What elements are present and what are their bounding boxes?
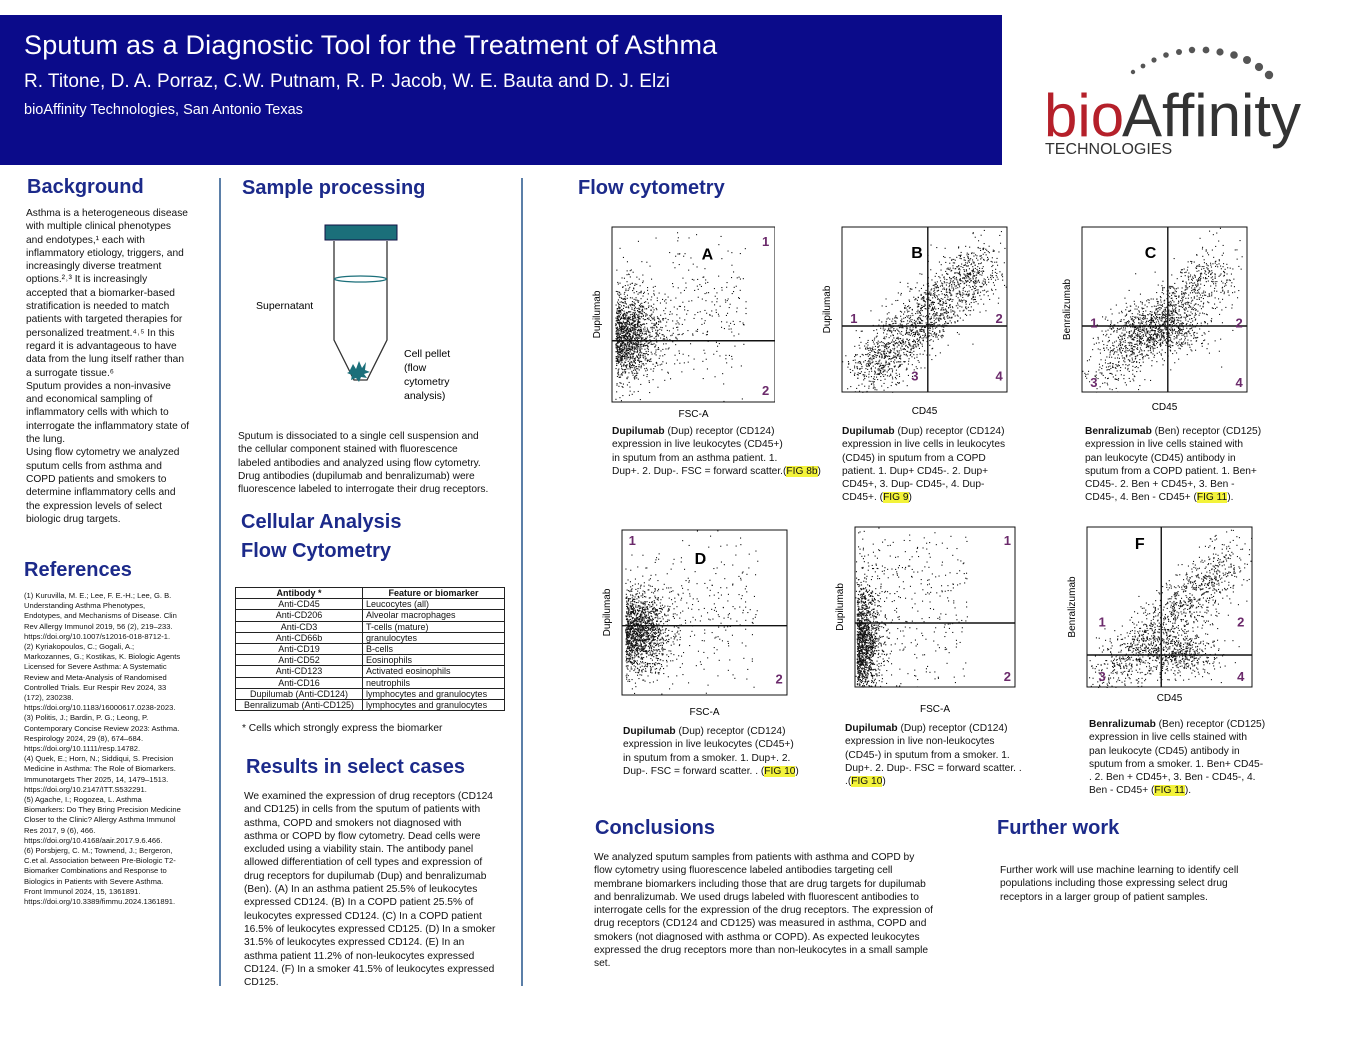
caption-line: Ben - CD45+ (FIG 11). xyxy=(1089,785,1192,797)
quadrant-label: 2 xyxy=(775,671,783,687)
scatter-plot-6 xyxy=(1065,525,1260,720)
text-line: options.²˒³ It is increasingly xyxy=(26,274,148,286)
reference-line: Closer to the Clinic? Allergy Asthma Immunol xyxy=(24,815,176,825)
table-footnote: * Cells which strongly express the biomarker xyxy=(242,723,443,734)
text-line: biologic drug targets. xyxy=(26,513,121,525)
text-line: We analyzed sputum samples from patients with asthma and COPD by xyxy=(594,852,915,863)
text-line: asthma, COPD and smokers not diagnosed with xyxy=(244,817,462,829)
caption-line xyxy=(612,452,817,465)
caption-bold: Dupilumab xyxy=(842,426,895,437)
scatter-plot-5 xyxy=(822,525,1017,720)
figure-reference: FIG 10 xyxy=(851,776,883,788)
results-text xyxy=(244,790,524,989)
feature-cell: Leucocytes (all) xyxy=(363,599,505,610)
svg-text:cytometry: cytometry xyxy=(404,376,450,388)
quadrant-label: 1 xyxy=(761,234,770,249)
reference-line: (1) Kuruvilla, M. E.; Lee, F. E.-H.; Lee, G. B. xyxy=(24,591,172,600)
text-line: Using flow cytometry we analyzed xyxy=(26,447,180,459)
caption-line xyxy=(1089,745,1294,758)
caption-text: CD45+, 3. Dup- CD45-, 4. Dup- xyxy=(842,479,985,491)
conclusions-text xyxy=(594,851,974,971)
text-line: flow cytometry using fluorescence labeled antibodies targeting cell xyxy=(594,865,893,877)
quadrant-label: 3 xyxy=(1098,668,1106,684)
figure-reference: FIG 11 xyxy=(1154,785,1185,797)
plot-caption xyxy=(623,725,828,778)
text-line: smokers (not diagnosed with asthma or COPD). As expected leukocytes xyxy=(594,931,920,943)
table-row xyxy=(236,655,505,666)
references-heading: References xyxy=(24,559,132,581)
text-line: inflammatory cells with which to xyxy=(26,407,169,419)
caption-line: CD45-, 4. Ben - CD45+ (FIG 11). xyxy=(1085,492,1234,504)
antibody-cell: Anti-CD52 xyxy=(236,655,363,666)
caption-text: (CD45-) in sputum from a smoker. 1. xyxy=(845,749,1010,761)
quadrant-label: 1 xyxy=(628,532,636,548)
panel-letter: D xyxy=(694,551,707,569)
x-axis-label: CD45 xyxy=(1151,402,1178,413)
further-work-heading: Further work xyxy=(997,817,1120,839)
cell-pellet xyxy=(347,361,370,382)
text-line: interrogate the inflammatory state of xyxy=(26,420,190,432)
antibody-cell: Anti-CD206 xyxy=(236,610,363,621)
y-axis-label: Dupilumab xyxy=(835,583,846,631)
scatter-points xyxy=(1089,530,1252,688)
caption-bold: Dupilumab xyxy=(845,723,898,734)
scatter-points xyxy=(855,528,968,688)
caption-bold: Dupilumab xyxy=(612,426,665,437)
svg-text:Affinity: Affinity xyxy=(1122,82,1301,149)
reference-line: https://doi.org/10.1111/resp.14782. xyxy=(24,744,141,754)
reference-line: Res 2017, 9 (6), 466. xyxy=(24,825,96,835)
x-axis-label: FSC-A xyxy=(678,409,709,420)
reference-line: https://doi.org/10.4168/aair.2017.9.6.466. xyxy=(24,835,163,845)
caption-line xyxy=(1089,731,1294,744)
caption-text: patient. 1. Dup+ CD45-. 2. Dup+ xyxy=(842,465,989,477)
plot-caption xyxy=(612,425,821,478)
feature-cell: neutrophils xyxy=(363,677,505,688)
text-line: set. xyxy=(594,958,611,970)
caption-line xyxy=(845,762,1050,775)
poster-title: Sputum as a Diagnostic Tool for the Treatment of Asthma xyxy=(24,30,718,60)
text-line: receptors in a larger group of patient samples. xyxy=(1000,891,1208,903)
text-line: a surrogate tissue.⁶ xyxy=(26,367,115,379)
reference-line: Contemporary Concise Review 2023: Asthma. xyxy=(24,723,180,733)
plot-frame xyxy=(1087,527,1252,687)
caption-text: (CD45) in sputum from a COPD xyxy=(842,452,986,464)
plot-frame xyxy=(855,527,1015,687)
text-line: allowed differentiation of cell types and expression of xyxy=(244,857,483,869)
text-line: regard it is advantageous to have xyxy=(26,340,177,352)
caption-text: (Dup) receptor (CD124) xyxy=(664,426,775,437)
x-axis-label: FSC-A xyxy=(689,707,720,718)
scatter-points xyxy=(842,230,1007,393)
antibody-cell: Anti-CD123 xyxy=(236,666,363,677)
svg-text:analysis): analysis) xyxy=(404,390,446,402)
text-line: and economical sampling of xyxy=(26,394,153,406)
text-line: and endotypes,¹ each with xyxy=(26,234,145,246)
figure-reference: FIG 10 xyxy=(764,765,796,777)
table-row xyxy=(236,632,505,643)
centrifuge-tube-diagram xyxy=(245,222,475,402)
quadrant-label: 3 xyxy=(911,368,919,384)
text-line: excluded using a viability stain. The antibody panel xyxy=(244,844,474,856)
quadrant-label: 2 xyxy=(1235,315,1243,331)
caption-text: expression in live leukocytes (CD45+) xyxy=(623,739,794,751)
quadrant-label: 3 xyxy=(1090,375,1098,391)
caption-line xyxy=(1089,718,1294,731)
text-line: the cellular component stained with fluorescence xyxy=(238,444,458,456)
plot-caption xyxy=(1085,425,1290,505)
poster-authors: R. Titone, D. A. Porraz, C.W. Putnam, R. P. Jacob, W. E. Bauta and D. J. Elzi xyxy=(24,71,670,92)
y-axis-label: Benralizumab xyxy=(1062,278,1073,341)
caption-line xyxy=(612,425,817,438)
reference-line: Markozannes, G.; Kostikas, K. Biologic Agents xyxy=(24,652,181,662)
text-line: asthma or COPD by flow cytometry. Dead cells were xyxy=(244,830,481,842)
reference-line: Endotypes, and Mechanisms of Disease. Clin xyxy=(24,611,177,621)
caption-text: expression in live cells stained with xyxy=(1085,439,1243,451)
panel-letter: F xyxy=(1134,536,1145,553)
caption-line: Dup-. FSC = forward scatter. . (FIG 10) xyxy=(623,765,799,777)
caption-line xyxy=(842,452,1047,465)
text-line: COPD patients and smokers to xyxy=(26,473,167,485)
caption-text: (Ben) receptor (CD125) xyxy=(1151,426,1262,437)
reference-line: https://doi.org/10.3389/fimmu.2024.1361891. xyxy=(24,897,176,907)
scatter-plot-4 xyxy=(595,525,790,720)
reference-line: (172), 230238. xyxy=(24,693,74,703)
reference-line: Biologics in Patients with Severe Asthma. xyxy=(24,876,164,886)
column-divider xyxy=(219,178,221,986)
caption-line: .(FIG 10) xyxy=(845,776,886,788)
text-line: personalized treatment.⁴˒⁵ In this xyxy=(26,327,175,339)
text-line: accepted that a biomarker-based xyxy=(26,287,175,299)
quadrant-label: 1 xyxy=(1098,614,1106,630)
caption-line xyxy=(1085,425,1290,438)
figure-reference: FIG 11 xyxy=(1196,492,1228,504)
y-axis-label: Dupilumab xyxy=(822,285,833,334)
quadrant-label: 2 xyxy=(761,382,770,398)
supernatant-label: Supernatant xyxy=(256,300,314,312)
table-row xyxy=(236,610,505,621)
caption-text: (Dup) receptor (CD124) xyxy=(897,723,1008,734)
table-header: Feature or biomarker xyxy=(363,588,505,599)
caption-line xyxy=(1089,758,1294,771)
plot-caption xyxy=(842,425,1047,505)
sample-processing-heading: Sample processing xyxy=(242,177,426,199)
flow-cytometry-subheading: Flow Cytometry xyxy=(241,540,392,562)
caption-line xyxy=(1085,465,1290,478)
text-line: determine inflammatory cells and xyxy=(26,487,176,499)
quadrant-label: 4 xyxy=(1235,375,1243,391)
table-row xyxy=(236,677,505,688)
reference-line: Understanding Asthma Phenotypes, xyxy=(24,601,146,611)
text-line: interrogate cells for the expression of the drug receptors. The expression of xyxy=(594,905,934,917)
sample-processing-text xyxy=(238,430,518,496)
text-line: (Ben). (A) In an asthma patient 25.5% of leukocytes xyxy=(244,884,478,896)
caption-line xyxy=(842,425,1047,438)
caption-line xyxy=(842,465,1047,478)
flow-cytometry-heading: Flow cytometry xyxy=(578,177,725,199)
x-axis-label: FSC-A xyxy=(920,704,950,715)
caption-line xyxy=(612,438,817,451)
figure-reference: FIG 9 xyxy=(883,492,909,504)
caption-line xyxy=(845,749,1050,762)
reference-line: Medicine in Asthma: The Role of Biomarkers. xyxy=(24,764,176,774)
antibody-cell: Anti-CD16 xyxy=(236,677,363,688)
caption-text: pan leukocyte (CD45) antibody in xyxy=(1089,745,1240,757)
svg-text:Cell pellet: Cell pellet xyxy=(404,348,451,360)
quadrant-label: 1 xyxy=(1003,532,1012,548)
feature-cell: Alveolar macrophages xyxy=(363,610,505,621)
caption-line xyxy=(623,752,828,765)
feature-cell: Activated eosinophils xyxy=(363,666,505,677)
caption-line xyxy=(842,478,1047,491)
text-line: the expression levels of select xyxy=(26,500,162,512)
caption-text: (Dup) receptor (CD124) xyxy=(894,426,1005,437)
caption-line xyxy=(1085,438,1290,451)
text-line: stratification is needed to match xyxy=(26,301,170,313)
table-row xyxy=(236,700,505,711)
text-line: Further work will use machine learning to identify cell xyxy=(1000,865,1239,876)
tube-outline xyxy=(334,241,387,380)
y-axis-label: Dupilumab xyxy=(602,588,613,637)
reference-line: Respirology 2024, 29 (8), 674–684. xyxy=(24,733,144,743)
antibody-table xyxy=(235,587,505,711)
background-heading: Background xyxy=(27,176,144,198)
liquid-surface xyxy=(335,276,387,282)
scatter-plot-2 xyxy=(815,222,1015,422)
text-line: CD125. xyxy=(244,977,279,989)
caption-text: sputum from a smoker. 1. Ben+ CD45- xyxy=(1089,758,1264,770)
feature-cell: granulocytes xyxy=(363,632,505,643)
caption-text: CD45-. 2. Ben + CD45+, 3. Ben - xyxy=(1085,479,1235,491)
figure-reference: FIG 8b xyxy=(786,465,818,477)
caption-text: expression in live cells in leukocytes xyxy=(842,439,1006,451)
scatter-plot-3 xyxy=(1055,222,1255,422)
caption-bold: Benralizumab xyxy=(1085,426,1152,437)
plot-caption xyxy=(1089,718,1294,798)
antibody-cell: Anti-CD3 xyxy=(236,621,363,632)
text-line: Asthma is a heterogeneous disease xyxy=(26,208,188,219)
feature-cell: B-cells xyxy=(363,644,505,655)
caption-text: CD45+. xyxy=(842,492,880,504)
text-line: Sputum is dissociated to a single cell suspension and xyxy=(238,431,479,442)
text-line: CD124. (F) In a smoker 41.5% of leukocytes expressed xyxy=(244,963,495,975)
feature-cell: T-cells (mature) xyxy=(363,621,505,632)
caption-line xyxy=(623,725,828,738)
reference-line: https://doi.org/10.2147/ITT.S532291. xyxy=(24,784,147,794)
caption-line xyxy=(845,722,1050,735)
antibody-cell: Anti-CD19 xyxy=(236,644,363,655)
text-line: drug receptors (CD124 and CD125) was measured in asthma, COPD and xyxy=(594,918,927,930)
conclusions-heading: Conclusions xyxy=(595,817,716,839)
caption-text: pan leukocyte (CD45) antibody in xyxy=(1085,452,1236,464)
caption-line: Dup+. 2. Dup-. FSC = forward scatter.(FIG 8b) xyxy=(612,465,821,477)
text-line: 31.5% of leukocytes expressed CD124. (E) In an xyxy=(244,937,465,949)
quadrant-label: 2 xyxy=(995,310,1003,326)
reference-line: Immunotargets Ther 2025, 14, 1479–1513. xyxy=(24,774,169,784)
caption-text: sputum from a COPD patient. 1. Ben+ xyxy=(1085,465,1257,477)
caption-line xyxy=(842,438,1047,451)
text-line: with multiple clinical phenotypes xyxy=(26,221,171,233)
caption-text: . xyxy=(845,776,848,788)
svg-text:bio: bio xyxy=(1044,82,1125,149)
table-row xyxy=(236,621,505,632)
reference-line: (4) Quek, E.; Horn, N.; Siddiqui, S. Precision xyxy=(24,754,174,764)
panel-letter: B xyxy=(911,244,923,262)
text-line: drug receptors for dupilumab (Dup) and benralizumab xyxy=(244,870,487,882)
poster-affiliation: bioAffinity Technologies, San Antonio Texas xyxy=(24,102,303,118)
reference-line: (6) Porsbjerg, C. M.; Townend, J.; Bergeron, xyxy=(24,846,173,856)
quadrant-label: 4 xyxy=(995,368,1003,384)
caption-text: expression in live non-leukocytes xyxy=(845,736,995,748)
references-list xyxy=(24,591,219,907)
table-row xyxy=(236,666,505,677)
reference-line: Biomarker Combinations and Response to xyxy=(24,866,167,876)
text-line: 16.5% of leukocytes expressed CD125. (D) In a smoker xyxy=(244,923,496,935)
bioaffinity-logo xyxy=(1040,40,1320,160)
quadrant-label: 4 xyxy=(1237,668,1245,684)
caption-text: Dup+. 2. Dup-. FSC = forward scatter. xyxy=(612,465,783,477)
cellular-analysis-heading: Cellular Analysis xyxy=(241,511,402,533)
caption-text: Dup+. 2. Dup-. FSC = forward scatter. . xyxy=(845,762,1022,774)
caption-bold: Dupilumab xyxy=(623,726,676,737)
caption-line xyxy=(623,738,828,751)
text-line: Sputum provides a non-invasive xyxy=(26,380,171,392)
panel-letter: A xyxy=(701,246,714,264)
caption-text: . 2. Ben + CD45+, 3. Ben - CD45-, 4. xyxy=(1089,772,1256,784)
text-line: data from the lung itself rather than xyxy=(26,354,184,366)
x-axis-label: CD45 xyxy=(911,406,938,417)
reference-line: https://doi.org/10.1183/16000617.0238-2023. xyxy=(24,703,176,713)
background-text xyxy=(26,207,216,526)
x-axis-label: CD45 xyxy=(1156,693,1183,704)
caption-text: in sputum from a smoker. 1. Dup+. 2. xyxy=(623,752,791,764)
feature-cell: Eosinophils xyxy=(363,655,505,666)
reference-line: C.et al. Association between Pre-Biologic T2- xyxy=(24,856,176,866)
text-line: expressed CD124. (B) In a COPD patient 25.5% of xyxy=(244,897,474,909)
feature-cell: lymphocytes and granulocytes xyxy=(363,688,505,699)
reference-line: Review and Meta-Analysis of Randomised xyxy=(24,672,167,682)
text-line: the lung. xyxy=(26,434,66,446)
quadrant-label: 2 xyxy=(1237,614,1245,630)
plot-frame xyxy=(842,227,1007,392)
text-line: populations including those expressing select drug xyxy=(1000,878,1228,890)
table-row xyxy=(236,688,505,699)
text-line: asthma patient 11.2% of non-leukocytes expressed xyxy=(244,950,475,962)
further-work-text xyxy=(1000,864,1300,904)
scatter-points xyxy=(1082,228,1242,393)
svg-text:TECHNOLOGIES: TECHNOLOGIES xyxy=(1045,141,1173,158)
caption-line: CD45+. (FIG 9) xyxy=(842,492,912,504)
reference-line: (3) Politis, J.; Bardin, P. G.; Leong, P. xyxy=(24,713,149,723)
reference-line: (2) Kyriakopoulos, C.; Gogali, A.; xyxy=(24,642,135,652)
reference-line: Front Immunol 2024, 15, 1361891. xyxy=(24,886,141,896)
text-line: and CD125) in cells from the sputum of patients with xyxy=(244,804,481,816)
y-axis-label: Dupilumab xyxy=(592,290,603,339)
caption-text: CD45-, 4. Ben - CD45+ xyxy=(1085,492,1194,504)
table-row xyxy=(236,599,505,610)
caption-line xyxy=(1085,478,1290,491)
text-line: Drug antibodies (dupilumab and benralizumab) were xyxy=(238,470,475,482)
feature-cell: lymphocytes and granulocytes xyxy=(363,700,505,711)
caption-text: (Dup) receptor (CD124) xyxy=(675,726,786,737)
text-line: expressed the drug receptors more than non-leukocytes in a small sample xyxy=(594,945,929,957)
scatter-points xyxy=(615,232,746,402)
caption-text: expression in live leukocytes (CD45+) xyxy=(612,439,783,451)
caption-line xyxy=(1089,771,1294,784)
caption-text: (Ben) receptor (CD125) xyxy=(1155,719,1266,730)
reference-line: Biomarkers: Do They Bring Precision Medicine xyxy=(24,805,181,815)
caption-line xyxy=(845,735,1050,748)
caption-line xyxy=(1085,452,1290,465)
antibody-cell: Dupilumab (Anti-CD124) xyxy=(236,688,363,699)
caption-text: Dup-. FSC = forward scatter. . xyxy=(623,765,761,777)
reference-line: Rev Allergy Immunol 2019, 56 (2), 219–233. xyxy=(24,621,173,631)
text-line: inflammatory etiology, triggers, and xyxy=(26,247,184,259)
caption-text: Ben - CD45+ xyxy=(1089,785,1152,797)
antibody-cell: Anti-CD66b xyxy=(236,632,363,643)
antibody-cell: Anti-CD45 xyxy=(236,599,363,610)
reference-line: (5) Agache, I.; Rogozea, L. Asthma xyxy=(24,795,142,805)
reference-line: Controlled Trials. Eur Respir Rev 2024, 33 xyxy=(24,682,167,692)
quadrant-label: 1 xyxy=(850,310,858,326)
text-line: increasingly diverse treatment xyxy=(26,261,162,273)
text-line: sputum cells from asthma and xyxy=(26,460,162,472)
text-line: leukocytes expressed CD124. (C) In a COPD patient xyxy=(244,910,482,922)
reference-line: https://doi.org/10.1007/s12016-018-8712-1. xyxy=(24,631,171,641)
tube-cap xyxy=(325,225,397,240)
text-line: and benralizumab. We used drugs labeled with fluorescent antibodies to xyxy=(594,891,919,903)
antibody-cell: Benralizumab (Anti-CD125) xyxy=(236,700,363,711)
text-line: labeled antibodies and analyzed using flow cytometry. xyxy=(238,457,481,469)
reference-line: Licensed for Severe Asthma: A Systematic xyxy=(24,662,167,672)
text-line: fluorescence labeled to interrogate their drug receptors. xyxy=(238,484,489,496)
scatter-points xyxy=(625,530,758,694)
svg-text:(flow: (flow xyxy=(404,362,427,374)
quadrant-label: 2 xyxy=(1003,668,1012,684)
y-axis-label: Benralizumab xyxy=(1067,576,1078,638)
text-line: membrane biomarkers including those that are drug targets for dupilumab xyxy=(594,878,926,890)
table-row xyxy=(236,644,505,655)
text-line: We examined the expression of drug receptors (CD124 xyxy=(244,791,493,802)
results-heading: Results in select cases xyxy=(246,756,466,778)
caption-text: in sputum from an asthma patient. 1. xyxy=(612,452,778,464)
panel-letter: C xyxy=(1144,244,1157,262)
table-header: Antibody * xyxy=(236,588,363,599)
caption-bold: Benralizumab xyxy=(1089,719,1156,730)
plot-caption xyxy=(845,722,1050,788)
scatter-plot-1 xyxy=(585,222,775,422)
caption-text: expression in live cells stained with xyxy=(1089,732,1247,744)
text-line: patients with targeted therapies for xyxy=(26,314,183,326)
quadrant-label: 1 xyxy=(1090,315,1098,331)
